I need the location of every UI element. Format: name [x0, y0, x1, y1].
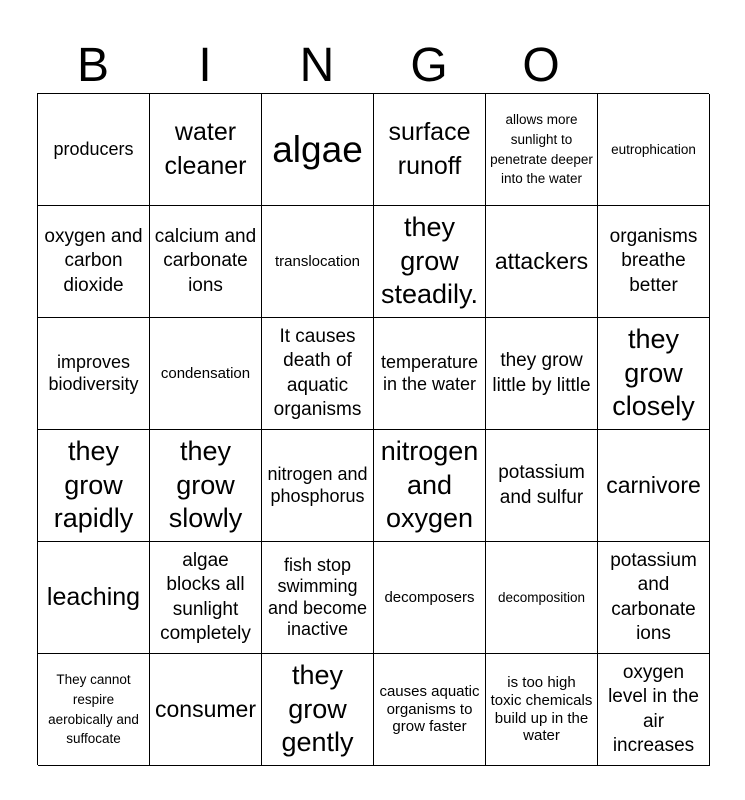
bingo-cell[interactable]: It causes death of aquatic organisms [262, 318, 374, 430]
bingo-cell[interactable]: eutrophication [598, 94, 710, 206]
bingo-cell[interactable]: condensation [150, 318, 262, 430]
bingo-cell[interactable]: oxygen level in the air increases [598, 654, 710, 766]
bingo-cell[interactable]: attackers [486, 206, 598, 318]
bingo-cell[interactable]: oxygen and carbon dioxide [38, 206, 150, 318]
bingo-cell[interactable]: they grow closely [598, 318, 710, 430]
bingo-cell[interactable]: causes aquatic organisms to grow faster [374, 654, 486, 766]
bingo-cell[interactable]: They cannot respire aerobically and suffocate [38, 654, 150, 766]
bingo-cell[interactable]: potassium and carbonate ions [598, 542, 710, 654]
header-letter-b: B [76, 39, 109, 92]
bingo-cell[interactable]: algae [262, 94, 374, 206]
bingo-cell[interactable]: they grow slowly [150, 430, 262, 542]
bingo-cell[interactable]: algae blocks all sunlight completely [150, 542, 262, 654]
bingo-cell[interactable]: potassium and sulfur [486, 430, 598, 542]
bingo-cell[interactable]: decomposers [374, 542, 486, 654]
bingo-cell[interactable]: they grow steadily. [374, 206, 486, 318]
bingo-cell[interactable]: they grow little by little [486, 318, 598, 430]
bingo-cell[interactable]: decomposition [486, 542, 598, 654]
bingo-cell[interactable]: carnivore [598, 430, 710, 542]
bingo-cell[interactable]: leaching [38, 542, 150, 654]
bingo-cell[interactable]: water cleaner [150, 94, 262, 206]
header-letter-i: I [198, 39, 212, 92]
header-letter-o: O [522, 39, 560, 92]
bingo-cell[interactable]: allows more sunlight to penetrate deeper into the water [486, 94, 598, 206]
bingo-card-grid [37, 93, 709, 765]
bingo-cell[interactable]: they grow gently [262, 654, 374, 766]
bingo-cell[interactable]: nitrogen and phosphorus [262, 430, 374, 542]
bingo-cell[interactable]: fish stop swimming and become inactive [262, 542, 374, 654]
bingo-cell[interactable]: calcium and carbonate ions [150, 206, 262, 318]
header-letter-n: N [299, 39, 335, 92]
header-letter-g: G [410, 39, 448, 92]
bingo-header [37, 38, 709, 94]
bingo-cell[interactable]: temperature in the water [374, 318, 486, 430]
bingo-cell[interactable]: they grow rapidly [38, 430, 150, 542]
bingo-cell[interactable]: consumer [150, 654, 262, 766]
bingo-cell[interactable]: producers [38, 94, 150, 206]
bingo-cell[interactable]: is too high toxic chemicals build up in the water [486, 654, 598, 766]
bingo-cell[interactable]: organisms breathe better [598, 206, 710, 318]
bingo-cell[interactable]: nitrogen and oxygen [374, 430, 486, 542]
bingo-cell[interactable]: improves biodiversity [38, 318, 150, 430]
bingo-cell[interactable]: translocation [262, 206, 374, 318]
bingo-cell[interactable]: surface runoff [374, 94, 486, 206]
